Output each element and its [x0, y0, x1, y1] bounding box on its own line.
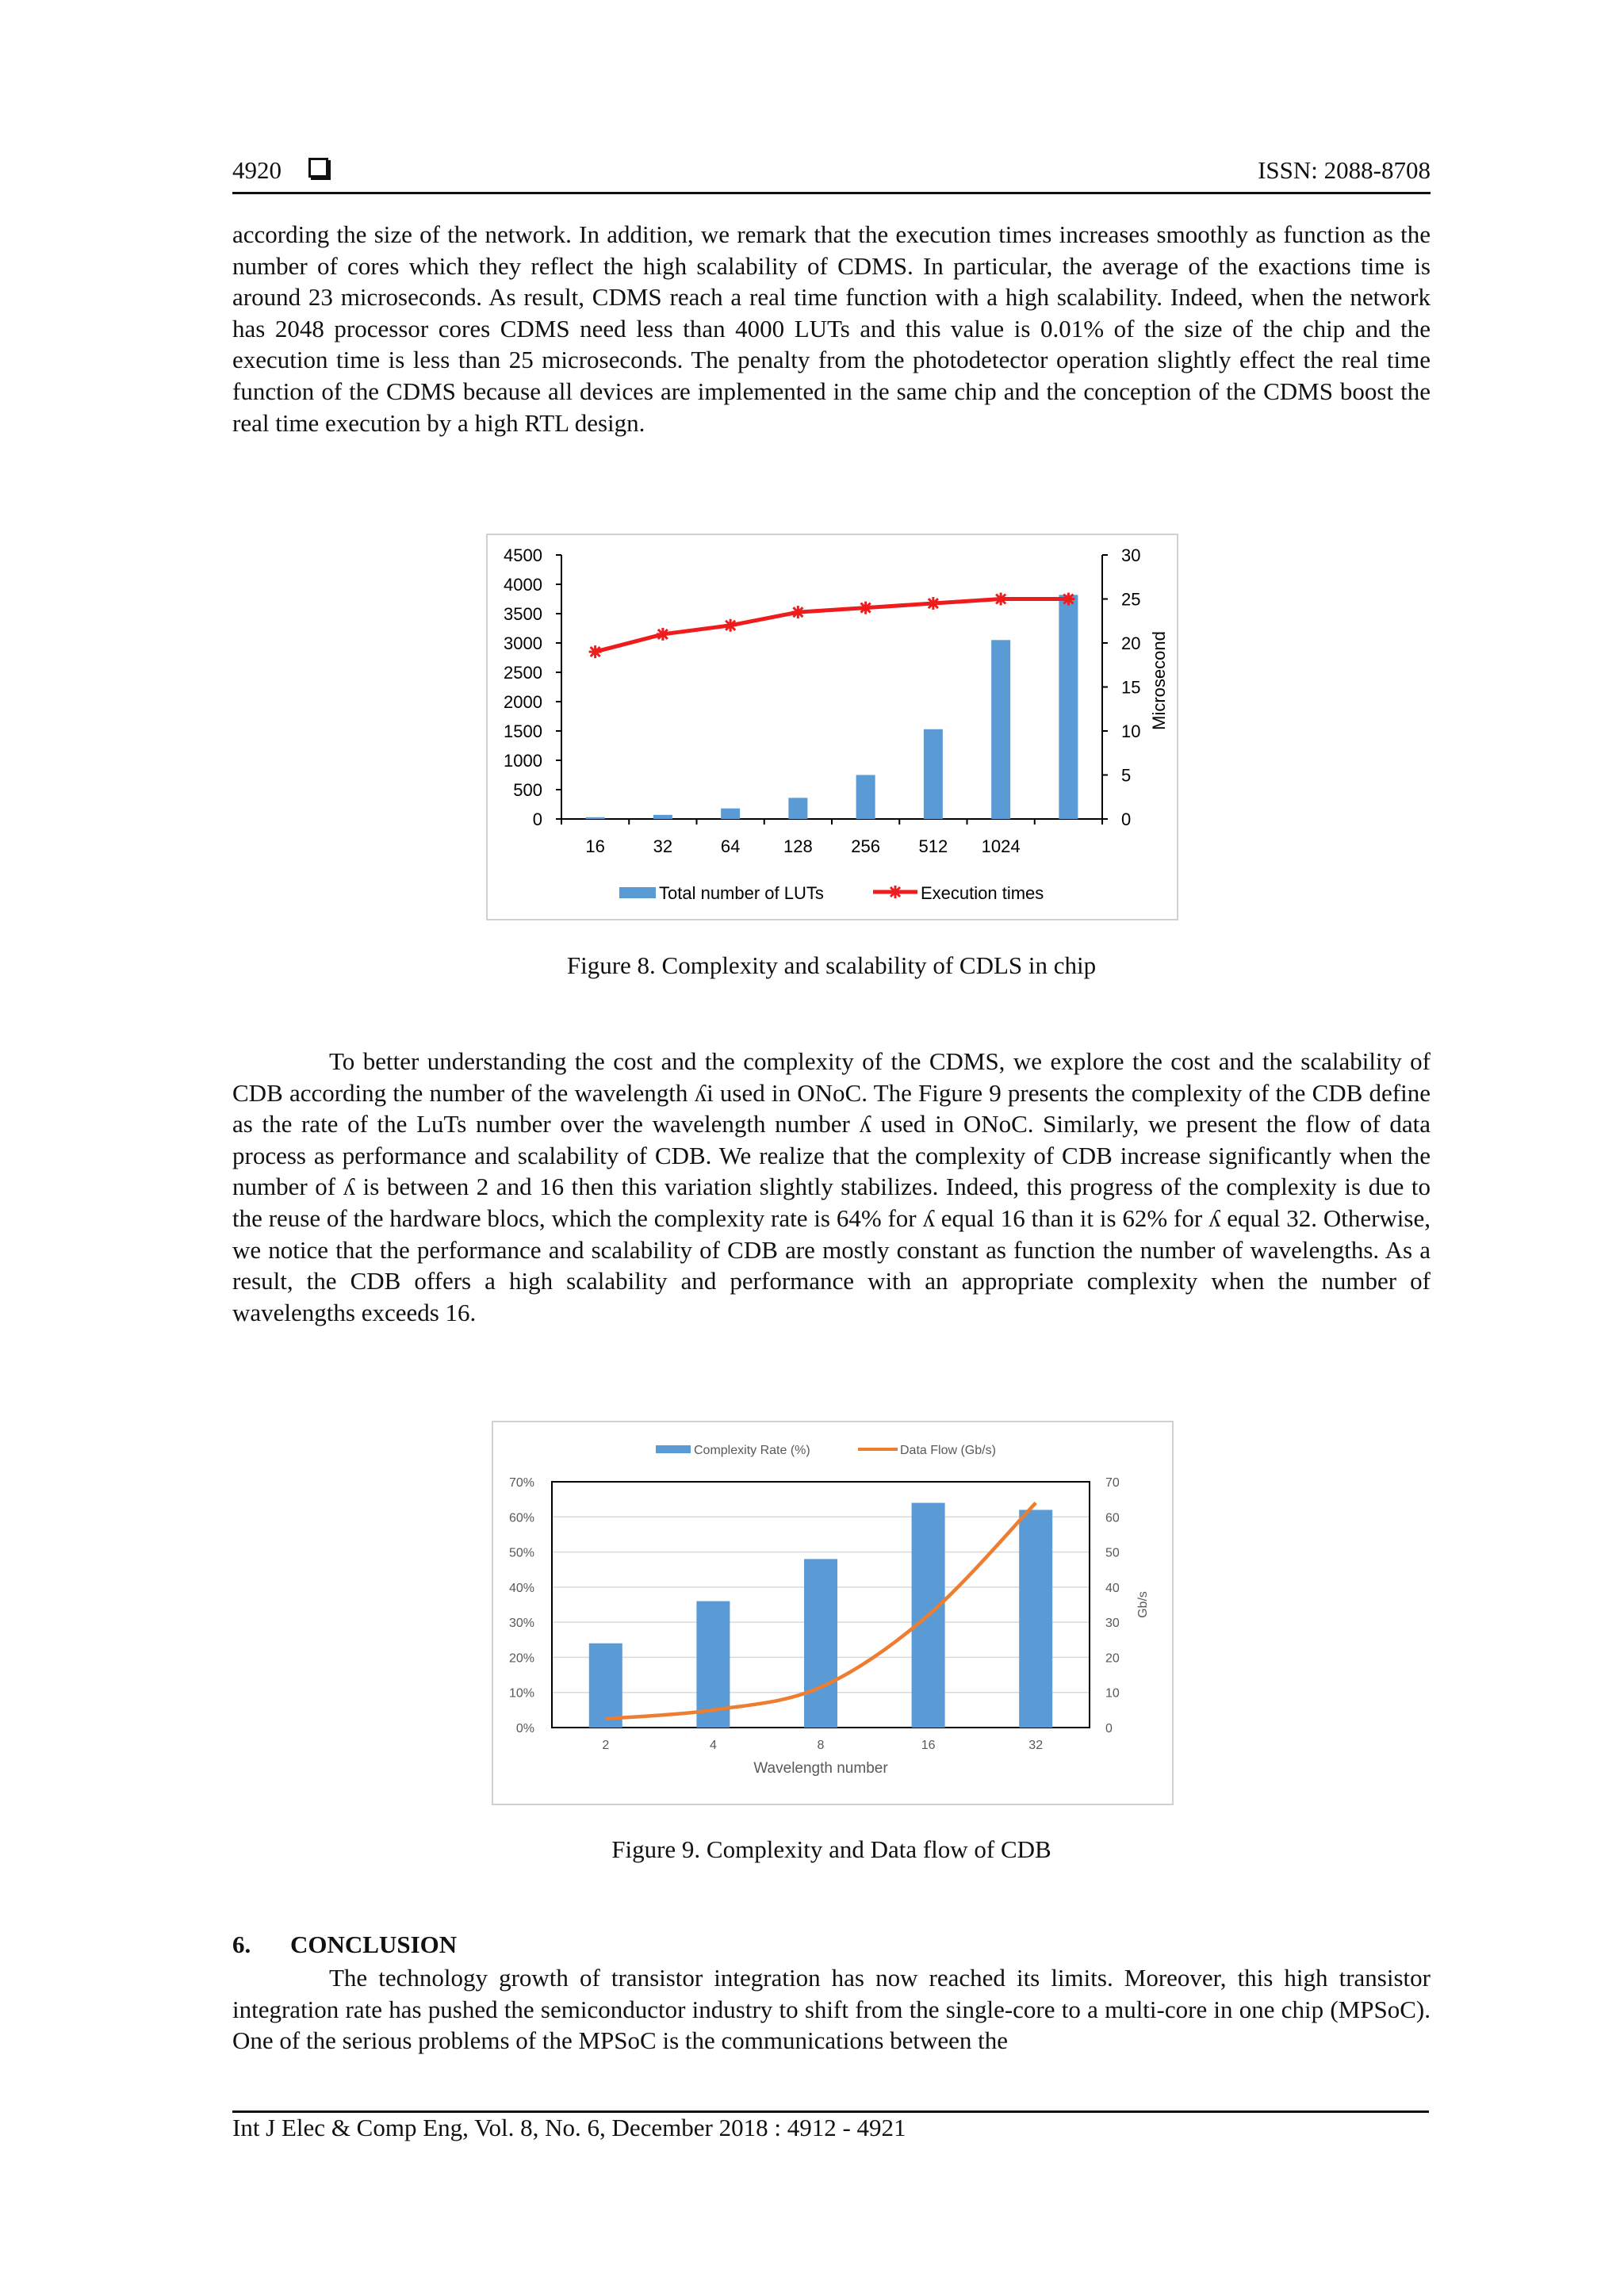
x-tick-label: 32 [1028, 1739, 1044, 1752]
y-tick-label-left: 2500 [504, 663, 542, 683]
y-tick-label-left: 500 [513, 780, 542, 800]
figure-9 [492, 1421, 1174, 1805]
y-tick-label-right: 30 [1105, 1617, 1120, 1631]
figure-9-chart [493, 1422, 1172, 1804]
y-tick-label-left: 3500 [504, 604, 542, 624]
bar-luts [653, 815, 672, 819]
y-tick-label-left: 20% [508, 1651, 534, 1666]
bar-luts [1059, 595, 1078, 819]
point-execution-times [589, 645, 602, 658]
y-tick-label-left: 0% [515, 1722, 534, 1735]
point-execution-times [994, 593, 1007, 606]
point-execution-times [1062, 593, 1074, 606]
point-execution-times [860, 602, 872, 614]
x-axis-title: Wavelength number [753, 1760, 888, 1777]
legend-label-complexity: Complexity Rate (%) [694, 1444, 810, 1457]
paragraph-3: The technology growth of transistor integration has now reached its limits. Moreover, this high transistor integration rate has pushed the semiconductor industry to shift from the single-core to a multi-core in one chip (MPSoC). One of the serious problems of the MPSoC is the communications between the [232, 1964, 1431, 2055]
section-heading: 6. CONCLUSION [232, 1931, 458, 1958]
bar-complexity-rate [1019, 1510, 1052, 1728]
y-tick-label-left: 40% [508, 1581, 534, 1595]
y-tick-label-right: 20 [1105, 1651, 1120, 1666]
point-execution-times [724, 619, 737, 632]
y-tick-label-left: 1000 [504, 751, 542, 771]
legend-swatch-execution-marker [889, 886, 902, 898]
x-tick-label: 512 [918, 836, 948, 856]
x-tick-label: 8 [817, 1739, 825, 1752]
y-tick-label-right: 70 [1105, 1476, 1120, 1490]
bar-luts [586, 817, 605, 819]
x-tick-label: 256 [851, 836, 880, 856]
x-tick-label: 64 [720, 836, 741, 856]
legend-label-data-flow: Data Flow (Gb/s) [900, 1444, 996, 1457]
footer-rule [232, 2110, 1429, 2113]
y-tick-label-left: 10% [508, 1686, 534, 1701]
y-tick-label-right: 0 [1105, 1722, 1113, 1735]
y-tick-label-right: 60 [1105, 1511, 1120, 1525]
bar-luts [721, 809, 740, 819]
x-tick-label: 1024 [981, 836, 1021, 856]
y-tick-label-left: 30% [508, 1617, 534, 1631]
y-tick-label-right: 30 [1121, 545, 1141, 565]
x-tick-label: 2 [602, 1739, 610, 1752]
y-tick-label-left: 3000 [504, 633, 542, 653]
point-execution-times [657, 628, 669, 641]
y-tick-label-right: 50 [1105, 1546, 1120, 1560]
y-tick-label-left: 0 [532, 809, 542, 829]
legend-label-execution: Execution times [921, 883, 1044, 903]
y-axis-title-right: Microsecond [1149, 631, 1169, 730]
footer-citation: Int J Elec & Comp Eng, Vol. 8, No. 6, December 2018 : 4912 - 4921 [232, 2114, 906, 2141]
header-rule [232, 192, 1431, 194]
figure-9-caption: Figure 9. Complexity and Data flow of CDB [611, 1835, 1051, 1863]
bar-luts [788, 798, 807, 819]
figure-8-chart [488, 535, 1177, 919]
x-tick-label: 4 [709, 1739, 717, 1752]
y-tick-label-right: 40 [1105, 1581, 1120, 1595]
y-tick-label-left: 1500 [504, 721, 542, 741]
y-tick-label-right: 0 [1121, 809, 1132, 829]
y-tick-label-left: 4000 [504, 575, 542, 595]
page-number: 4920 [232, 156, 328, 185]
x-tick-label: 32 [653, 836, 673, 856]
y-tick-label-left: 70% [508, 1476, 534, 1490]
figure-8-caption: Figure 8. Complexity and scalability of CDLS in chip [566, 951, 1097, 979]
legend-label-luts: Total number of LUTs [659, 883, 824, 903]
bar-complexity-rate [589, 1644, 622, 1728]
legend-swatch-complexity [656, 1445, 691, 1453]
y-tick-label-right: 20 [1121, 633, 1141, 653]
y-tick-label-left: 2000 [504, 692, 542, 712]
bar-luts [991, 640, 1010, 819]
y-tick-label-right: 10 [1105, 1686, 1120, 1701]
figure-8 [486, 534, 1178, 920]
paragraph-1: according the size of the network. In addition, we remark that the execution times increases smoothly as function as the number of cores which they reflect the high scalability of CDMS. In particular, the average of the exactions time is around 23 microseconds. As result, CDMS reach a real time function with a high scalability. Indeed, when the network has 2048 processor cores CDMS need less than 4000 LUTs and this value is 0.01% of the size of the chip and the execution time is less than 25 microseconds. The penalty from the photodetector operation slightly effect the real time function of the CDMS because all devices are implemented in the same chip and the conception of the CDMS boost the real time execution by a high RTL design. [232, 220, 1431, 437]
x-tick-label: 128 [783, 836, 813, 856]
y-axis-title-right: Gb/s [1136, 1591, 1150, 1618]
y-tick-label-left: 4500 [504, 545, 542, 565]
y-tick-label-right: 15 [1121, 677, 1141, 698]
x-tick-label: 16 [585, 836, 605, 856]
paragraph-2: To better understanding the cost and the complexity of the CDMS, we explore the cost and the scalability of CDB according the number of the wavelength ʎi used in ONoC. The Figure 9 presents the complexity of the CDB define as the rate of the LuTs number over the wavelength number ʎ used in ONoC. Similarly, we present the flow of data process as performance and scalability of CDB. We realize that the complexity of CDB increase significantly when the number of ʎ is between 2 and 16 then this variation slightly stabilizes. Indeed, this progress of the complexity is due to the reuse of the hardware blocs, which the complexity rate is 64% for ʎ equal 16 than it is 62% for ʎ equal 32. Otherwise, we notice that the performance and scalability of CDB are mostly constant as function the number of wavelengths. As a result, the CDB offers a high scalability and performance with an appropriate complexity when the number of wavelengths exceeds 16. [232, 1047, 1431, 1326]
point-execution-times [927, 597, 940, 610]
square-bullet-icon [308, 158, 328, 178]
bar-complexity-rate [804, 1559, 837, 1728]
x-tick-label: 16 [921, 1739, 936, 1752]
legend-swatch-luts [619, 887, 656, 898]
bar-luts [856, 775, 875, 820]
y-tick-label-left: 60% [508, 1511, 534, 1525]
y-tick-label-right: 25 [1121, 589, 1141, 610]
bar-luts [924, 729, 943, 819]
y-tick-label-right: 5 [1121, 765, 1132, 786]
y-tick-label-left: 50% [508, 1546, 534, 1560]
point-execution-times [791, 606, 804, 618]
y-tick-label-right: 10 [1121, 721, 1141, 741]
issn: ISSN: 2088-8708 [1258, 156, 1431, 184]
